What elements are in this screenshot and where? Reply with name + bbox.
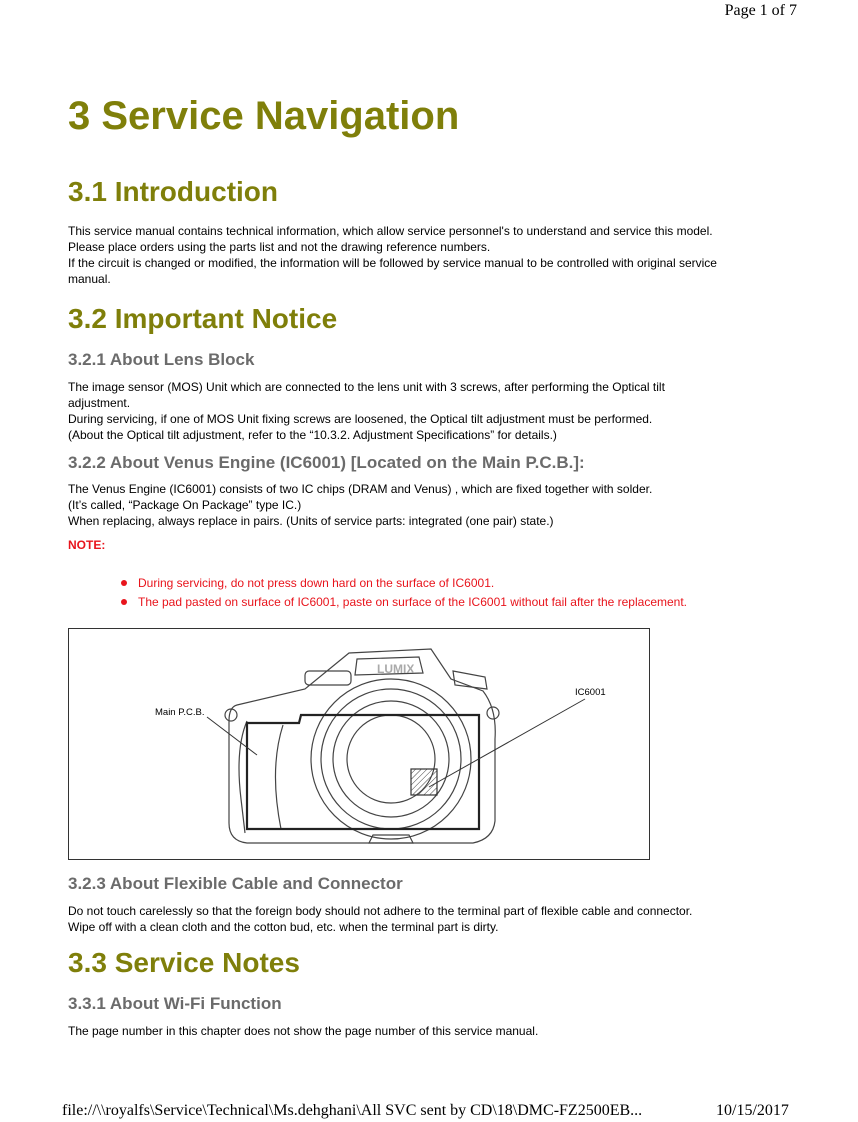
bullet-icon <box>121 599 127 605</box>
note-label: NOTE: <box>68 538 106 552</box>
page-number: Page 1 of 7 <box>724 2 797 19</box>
note-text: The pad pasted on surface of IC6001, paste on surface of the IC6001 without fail after the replacement. <box>138 595 688 609</box>
camera-diagram <box>68 628 650 860</box>
text-line: adjustment. <box>68 396 131 410</box>
note-list <box>121 574 687 612</box>
chapter-title: 3 Service Navigation <box>68 94 460 138</box>
intro-paragraph <box>68 223 788 287</box>
note-text: During servicing, do not press down hard on the surface of IC6001. <box>138 576 495 590</box>
footer <box>62 1102 789 1120</box>
flexible-cable-paragraph <box>68 903 788 935</box>
brand-logo: LUMIX <box>377 662 415 676</box>
text-line: Please place orders using the parts list and not the drawing reference numbers. <box>68 240 491 254</box>
section-3-2-heading: 3.2 Important Notice <box>68 303 338 334</box>
file-path: file://\\royalfs\Service\Technical\Ms.dehghani\All SVC sent by CD\18\DMC-FZ2500EB... <box>62 1102 643 1119</box>
ic6001-label: IC6001 <box>575 687 606 698</box>
section-3-2-1-heading: 3.2.1 About Lens Block <box>68 350 255 369</box>
text-line: When replacing, always replace in pairs. (Units of service parts: integrated (one pair) state.) <box>68 514 554 528</box>
section-3-2-3-heading: 3.2.3 About Flexible Cable and Connector <box>68 874 403 893</box>
section-3-1-heading: 3.1 Introduction <box>68 176 278 207</box>
text-line: During servicing, if one of MOS Unit fixing screws are loosened, the Optical tilt adjustment must be performed. <box>68 412 653 426</box>
bullet-icon <box>121 580 127 586</box>
section-3-3-heading: 3.3 Service Notes <box>68 947 300 978</box>
text-line: Wipe off with a clean cloth and the cotton bud, etc. when the terminal part is dirty. <box>68 920 499 934</box>
text-line: (About the Optical tilt adjustment, refer to the “10.3.2. Adjustment Specifications” for details.) <box>68 428 557 442</box>
text-line: If the circuit is changed or modified, the information will be followed by service manual to be controlled with original service <box>68 256 717 270</box>
text-line: The page number in this chapter does not show the page number of this service manual. <box>68 1024 539 1038</box>
note-item <box>121 593 687 612</box>
section-3-3-1-heading: 3.3.1 About Wi-Fi Function <box>68 994 282 1013</box>
section-3-2-2-heading: 3.2.2 About Venus Engine (IC6001) [Located on the Main P.C.B.]: <box>68 453 585 472</box>
main-pcb-label: Main P.C.B. <box>155 707 205 718</box>
text-line: (It’s called, “Package On Package” type IC.) <box>68 498 302 512</box>
text-line: This service manual contains technical information, which allow service personnel's to understand and service this model. <box>68 224 713 238</box>
text-line: manual. <box>68 272 111 286</box>
lens-block-paragraph <box>68 379 788 443</box>
text-line: The image sensor (MOS) Unit which are connected to the lens unit with 3 screws, after performing the Optical tilt <box>68 380 665 394</box>
wifi-paragraph <box>68 1023 788 1039</box>
text-line: The Venus Engine (IC6001) consists of two IC chips (DRAM and Venus) , which are fixed together with solder. <box>68 482 653 496</box>
camera-illustration <box>69 629 651 861</box>
note-item <box>121 574 687 593</box>
venus-engine-paragraph <box>68 481 788 529</box>
text-line: Do not touch carelessly so that the foreign body should not adhere to the terminal part of flexible cable and connector. <box>68 904 693 918</box>
print-date: 10/15/2017 <box>716 1102 789 1119</box>
